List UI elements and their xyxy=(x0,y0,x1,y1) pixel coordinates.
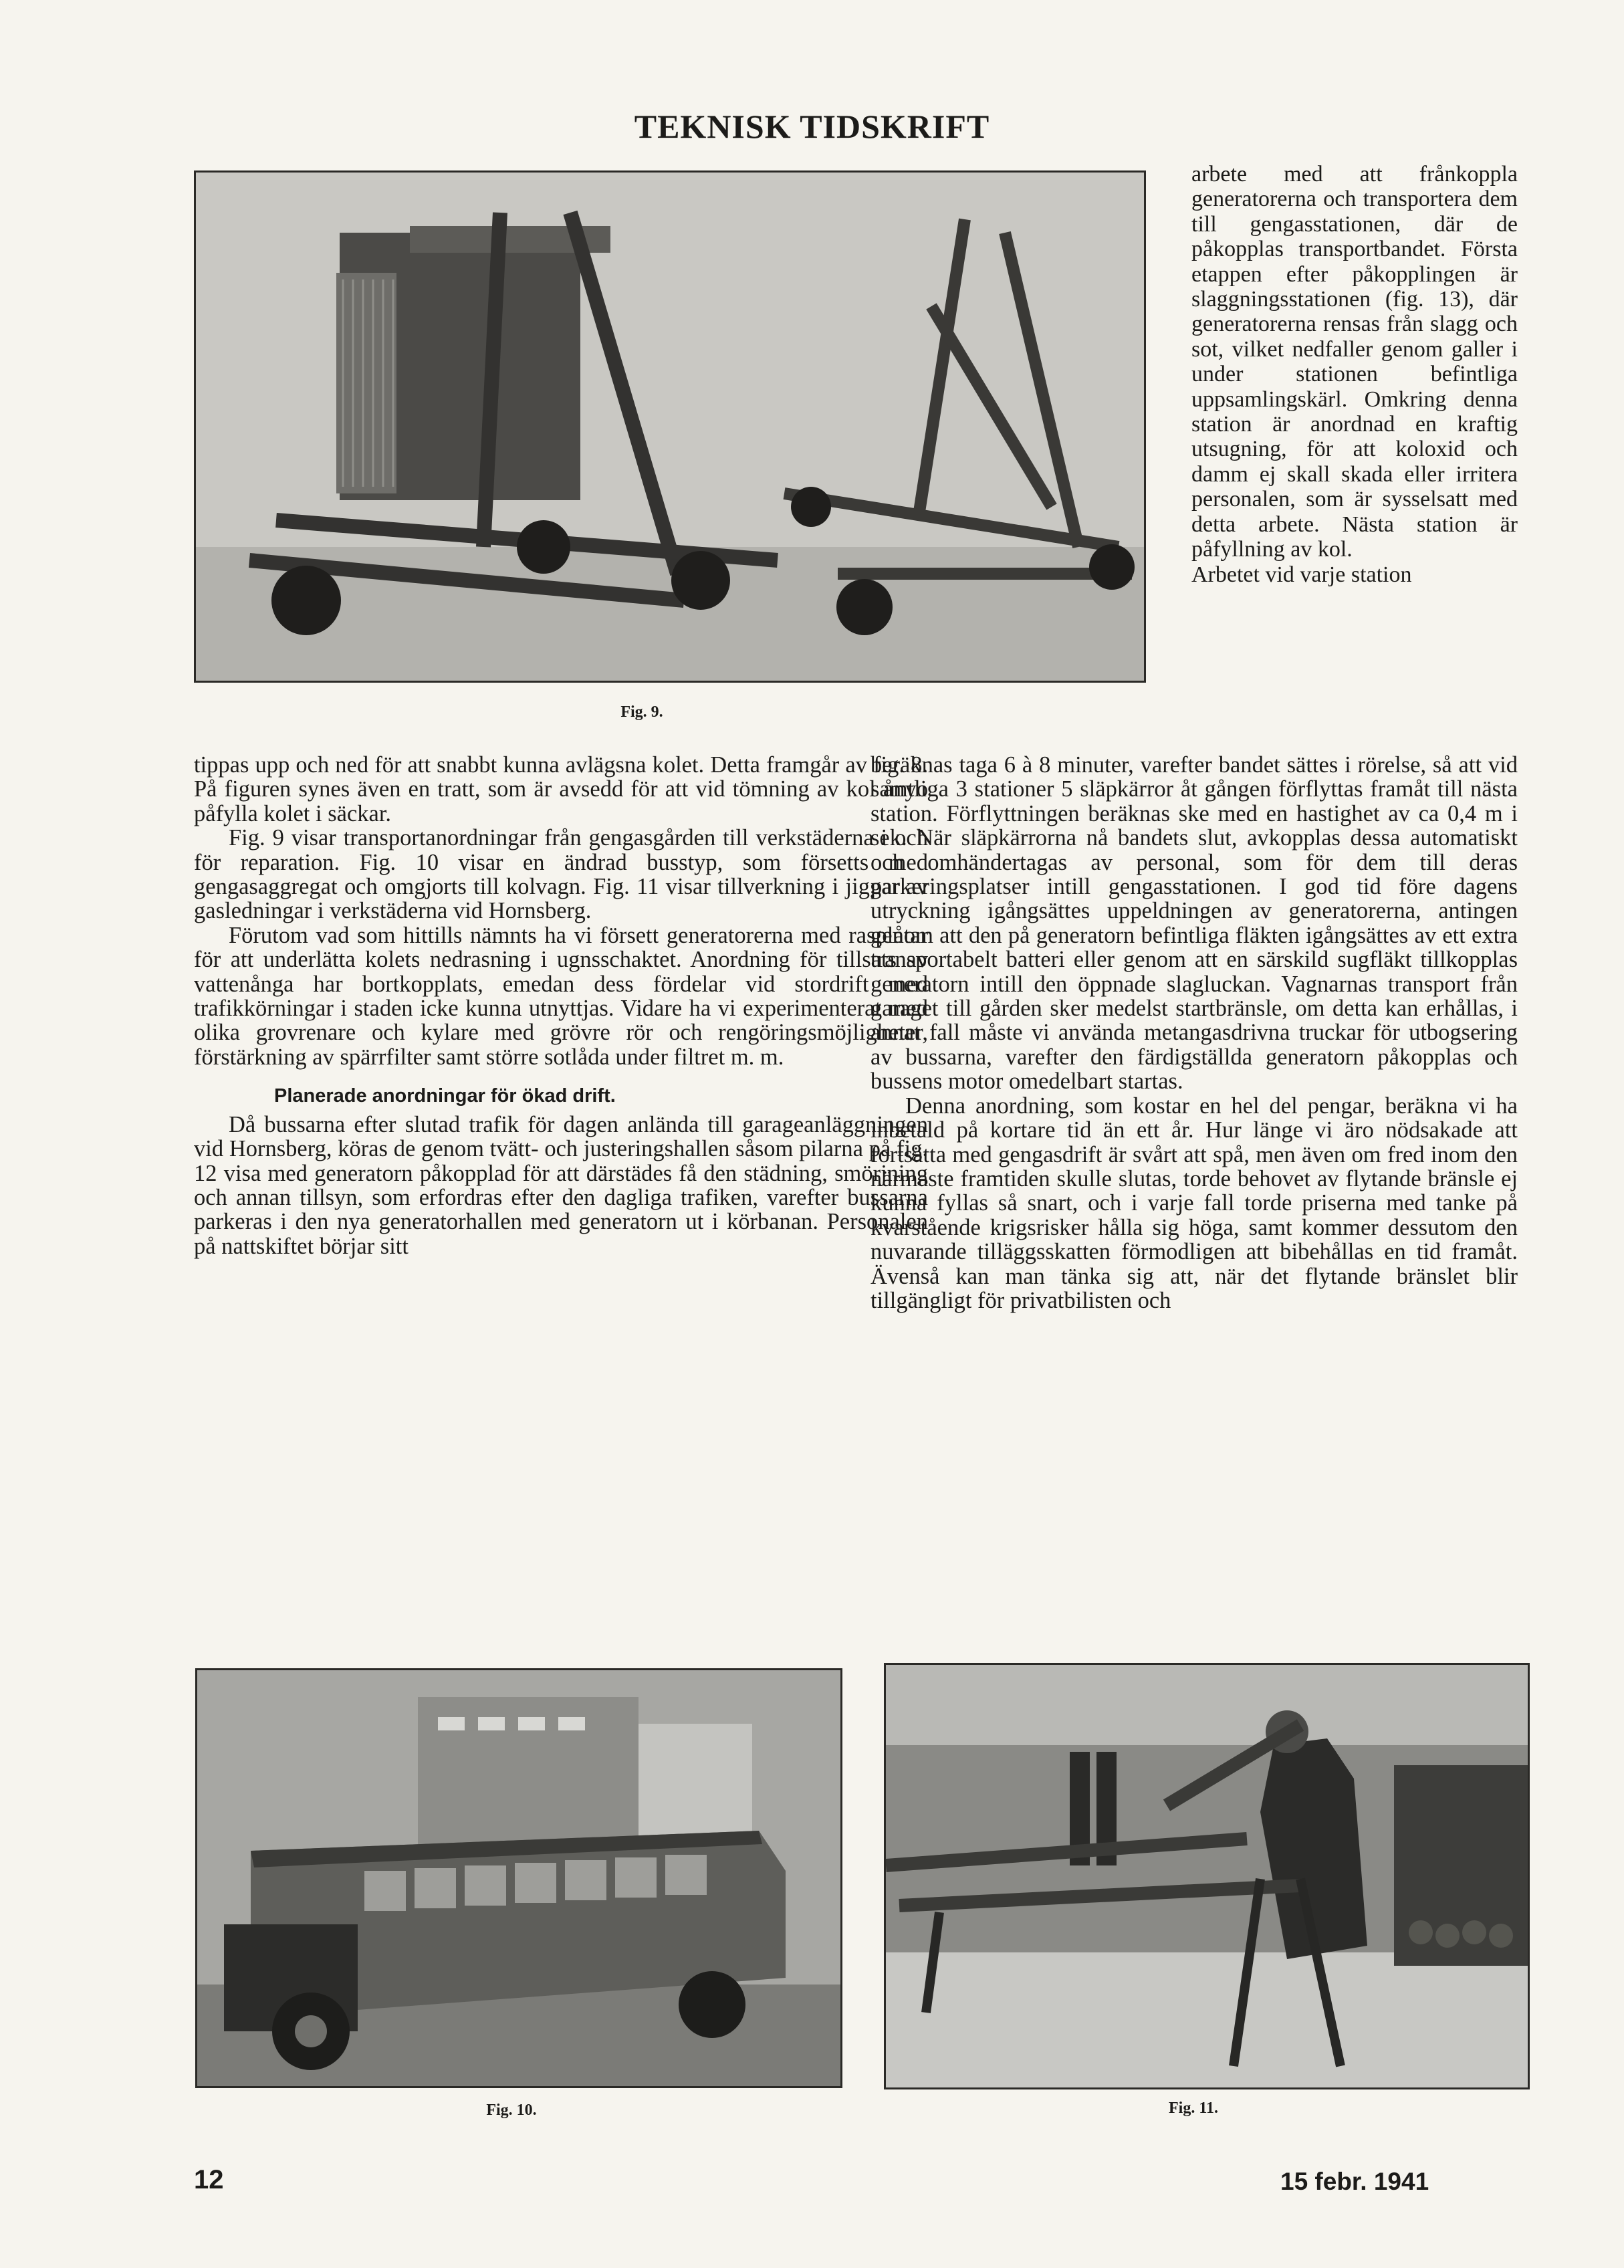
figure-9-photo xyxy=(194,171,1146,683)
left-paragraph-1: tippas upp och ned för att snabbt kunna avlägsna kolet. Detta framgår av fig. 8. På figuren synes även en tratt, som är avsedd för att vid tömning av kol ånyo påfylla kolet i säckar. xyxy=(194,752,928,826)
right-top-text: arbete med att frånkoppla generatorerna och transportera dem till gengasstationen, där de påkopplas transportbandet. Första etappen efter påkopplingen är slaggningsstationen (fig. 13), där generatorerna rensas från slagg och sot, vilket nedfaller genom galler i under stationen befintliga uppsamlingskärl. Omkring denna station är anordnad en kraftig utsugning, för att koloxid och damm ej skall skada eller irritera personalen, som är sysselsatt med detta arbete. Nästa station är påfyllning av kol. xyxy=(1191,162,1518,562)
right-column xyxy=(871,753,1518,1313)
figure-11-caption: Fig. 11. xyxy=(1168,2100,1218,2117)
trolley-photo-graphic xyxy=(196,173,1144,681)
bus-photo-graphic xyxy=(197,1670,840,2086)
figure-11-photo xyxy=(884,1663,1530,2089)
page-number: 12 xyxy=(194,2165,224,2194)
right-paragraph-2: Denna anordning, som kostar en hel del pengar, beräkna vi ha inbetald på kortare tid än ett år. Hur länge vi äro nödsakade att fortsätta med gengasdrift är svårt att spå, men även om fred inom den närmaste framtiden skulle slutas, torde behovet av flytande bränsle ej kunna fyllas så snart, och i varje fall torde priserna med tanke på kvarstående krigsrisker hålla sig höga, samt kommer dessutom den nuvarande tilläggsskatten förmodligen att bibehållas en tid framåt. Ävenså kan man tänka sig att, när det flytande bränslet blir tillgängligt för privatbilisten och xyxy=(871,1093,1518,1313)
left-paragraph-3: Förutom vad som hittills nämnts ha vi försett generatorerna med rasplåtar för att underlätta kolets nedrasning i ugnsschaktet. Anordning för tillsats av vattenånga har bortkopplats, emedan dess fördelar vid stordrift med trafikkörningar i staden icke kunna utnyttjas. Vidare ha vi experimenterat med olika grovrenare och kylare med grövre rör och rengöringsmöjligheter, förstärkning av spärrfilter samt större sotlåda under filtret m. m. xyxy=(194,922,928,1070)
right-top-column xyxy=(1191,162,1518,587)
figure-10-caption: Fig. 10. xyxy=(486,2102,537,2119)
workshop-photo-graphic xyxy=(886,1665,1528,2087)
left-paragraph-4: Då bussarna efter slutad trafik för dagen anlända till garageanläggningen vid Hornsberg, köras de genom tvätt- och justeringshallen såsom pilarna på fig. 12 visa med generatorn påkopplad för att därstädes få den städning, smörjning och annan tillsyn, som erfordras efter den dagliga trafiken, varefter bussarna parkeras i den nya generatorhallen med generatorn ut i körbanan. Personalen på nattskiftet börjar sitt xyxy=(194,1111,928,1259)
left-column xyxy=(194,753,928,1258)
right-top-last-line: Arbetet vid varje station xyxy=(1191,562,1412,587)
masthead: TEKNISK TIDSKRIFT xyxy=(634,108,990,145)
left-paragraph-2: Fig. 9 visar transportanordningar från gengasgården till verkstäderna i och för reparation. Fig. 10 visar en ändrad busstyp, som försetts med gengasaggregat och omgjorts till kolvagn. Fig. 11 visar tillverkning i jiggar av gasledningar i verkstäderna vid Hornsberg. xyxy=(194,825,928,924)
right-paragraph-1: beräknas taga 6 à 8 minuter, varefter bandet sättes i rörelse, så att vid samtliga 3 stationer 5 släpkärror åt gången förflyttas framåt till nästa station. Förflyttningen beräknas ske med en hastighet av ca 0,4 m i sek. När släpkärrorna nå bandets slut, avkopplas dessa automatiskt och omhändertagas av personal, som för dem till deras parkeringsplatser intill gengasstationen. I god tid före dagens utryckning igångsättes uppeldningen av generatorerna, antingen genom att den på generatorn befintliga fläkten igångsättes av ett extra transportabelt batteri eller genom att en särskild sugfläkt tillkopplas generatorn intill den öppnade slagluckan. Vagnarnas transport från garaget till gården sker medelst startbränsle, om detta kan erhållas, i annat fall måste vi använda metangasdrivna truckar för utbogsering av bussarna, varefter den färdigställda generatorn påkopplas och bussens motor omedelbart startas. xyxy=(871,752,1518,1095)
issue-date: 15 febr. 1941 xyxy=(1280,2168,1429,2195)
section-subheading: Planerade anordningar för ökad drift. xyxy=(274,1085,616,1107)
figure-10-photo xyxy=(195,1668,842,2088)
figure-9-caption: Fig. 9. xyxy=(620,703,663,721)
